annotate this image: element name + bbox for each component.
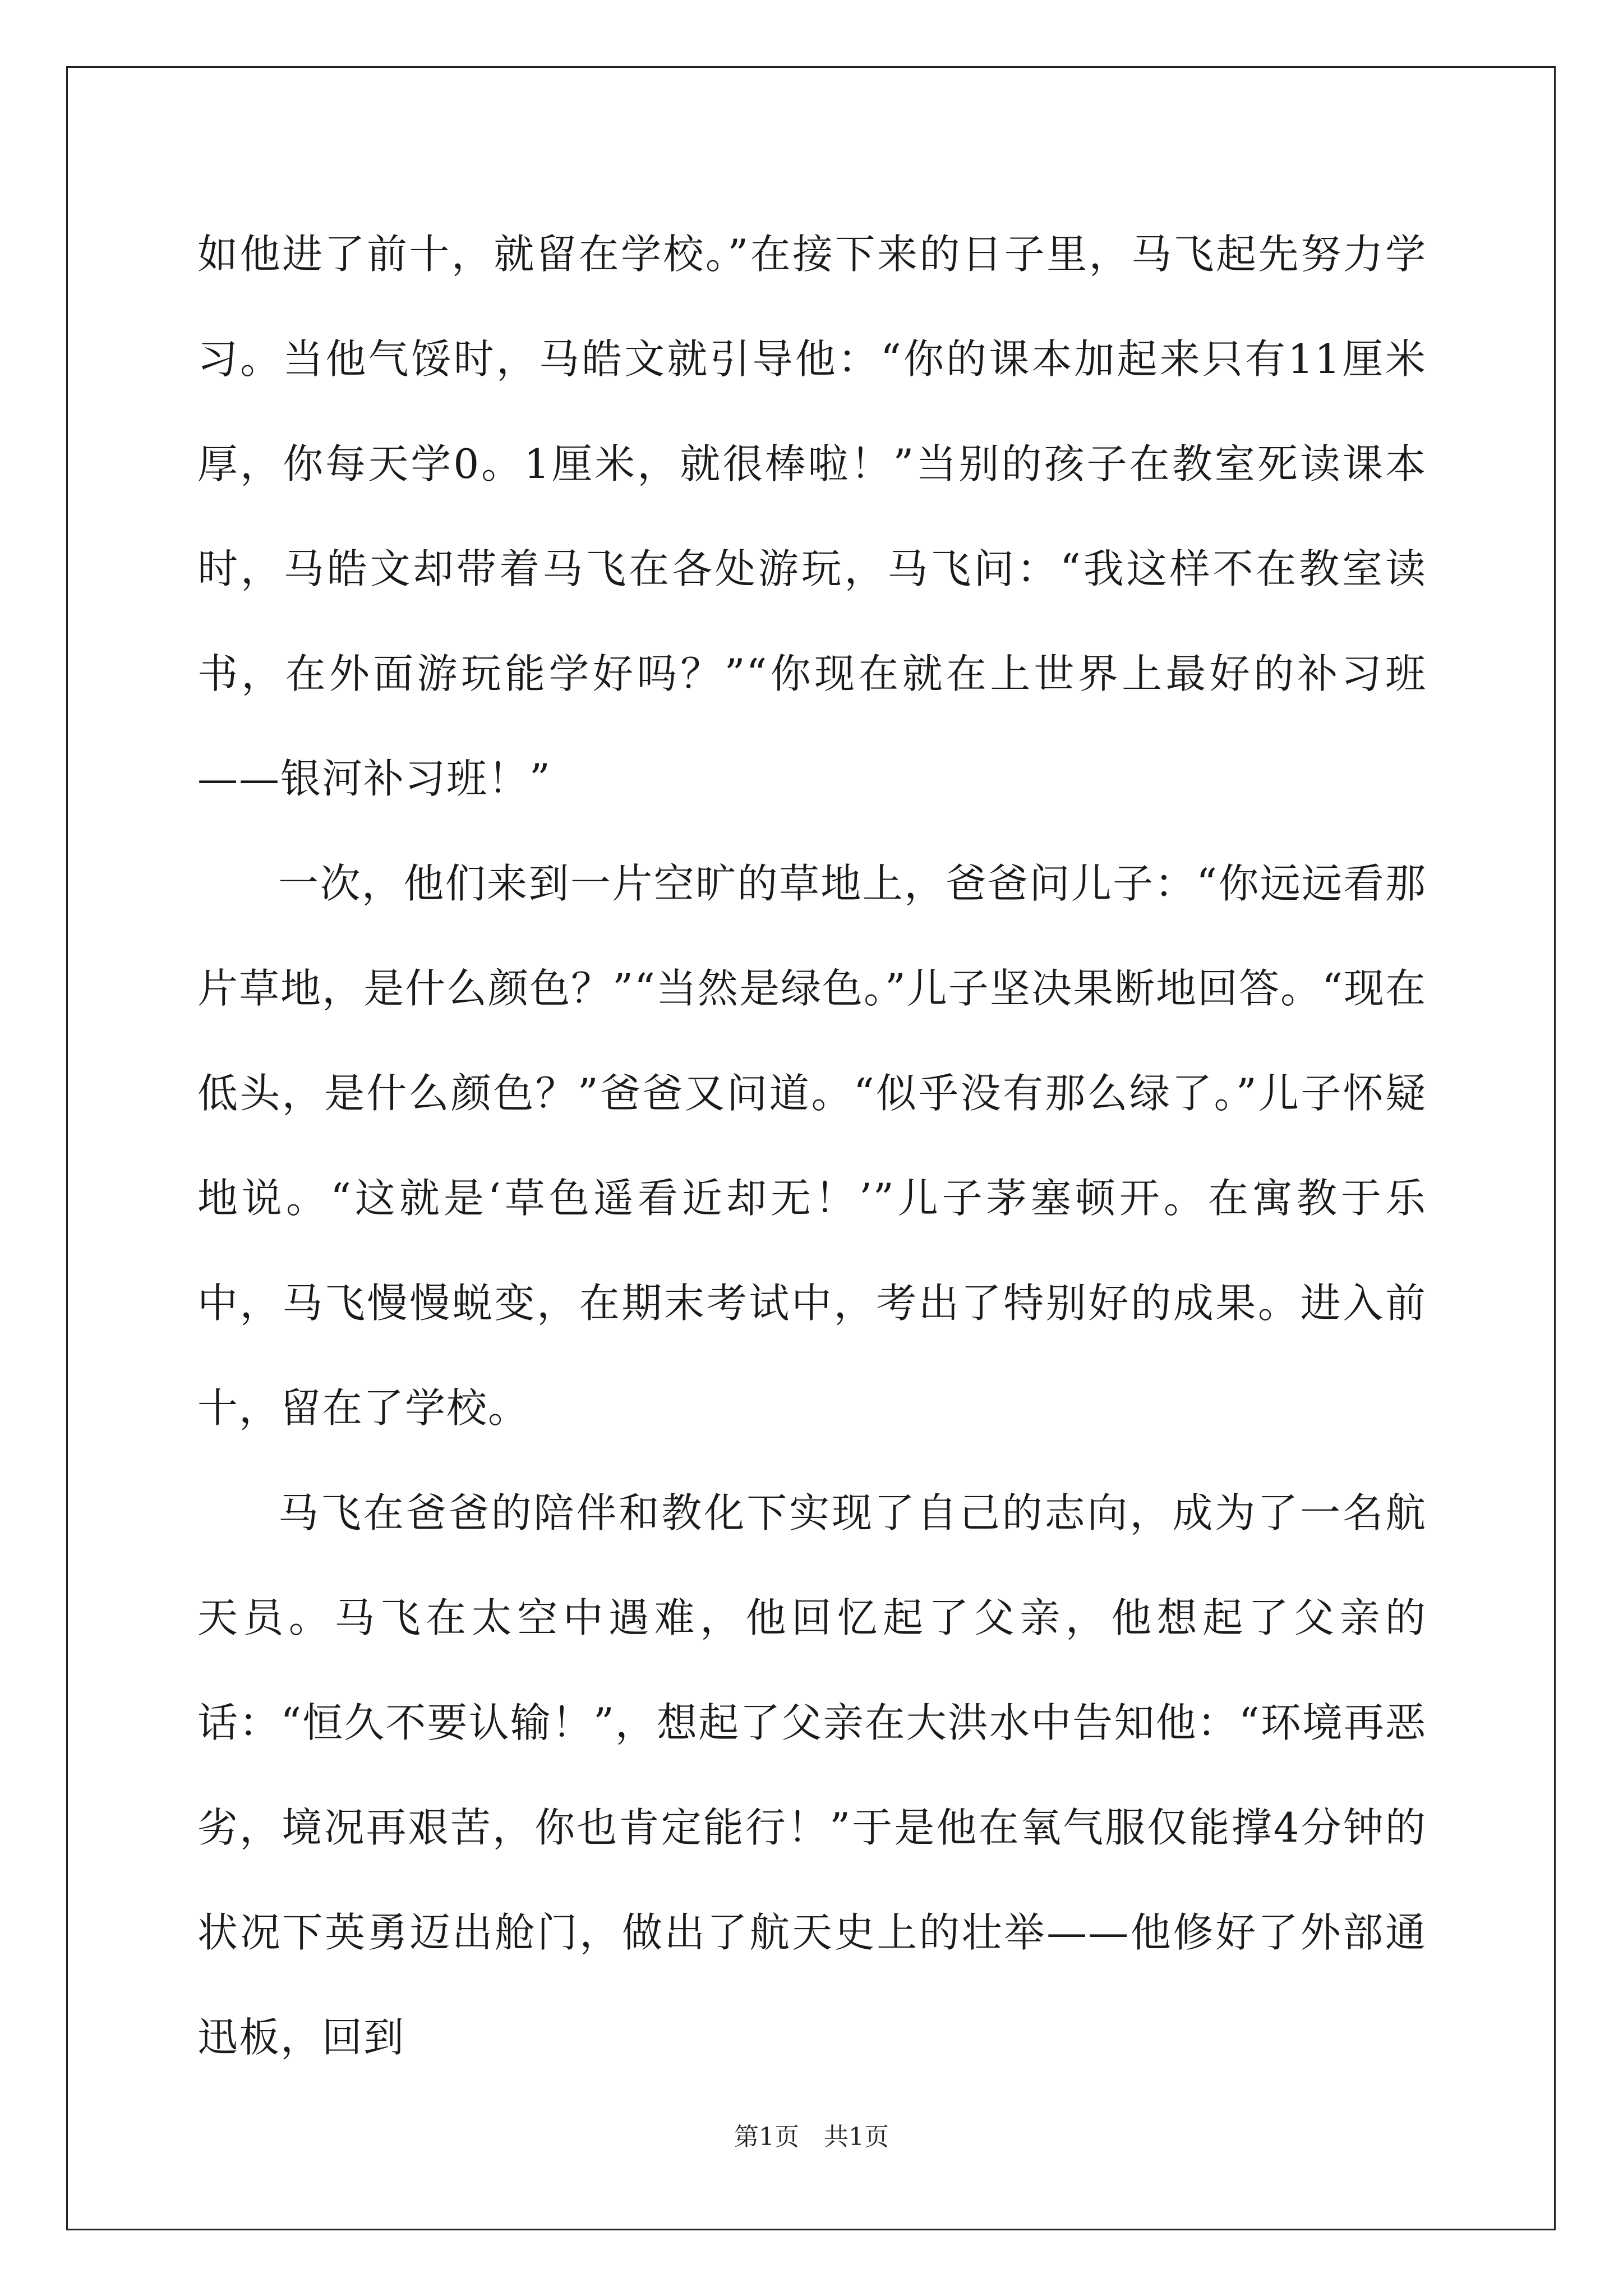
- document-body: [197, 202, 1427, 2090]
- paragraph-1: 如他进了前十，就留在学校。”在接下来的日子里，马飞起先努力学习。当他气馁时，马皓文就引导他：“你的课本加起来只有11厘米厚，你每天学0。1厘米，就很棒啦！”当别的孩子在教室死读课本时，马皓文却带着马飞在各处游玩，马飞问：“我这样不在教室读书，在外面游玩能学好吗？”“你现在就在上世界上最好的补习班——银河补习班！”: [197, 231, 1427, 802]
- paragraph-2: 一次，他们来到一片空旷的草地上，爸爸问儿子：“你远远看那片草地，是什么颜色？”“当然是绿色。”儿子坚决果断地回答。“现在低头，是什么颜色？”爸爸又问道。“似乎没有那么绿了。”儿子怀疑地说。“这就是‘草色遥看近却无！’”儿子茅塞顿开。在寓教于乐中，马飞慢慢蜕变，在期末考试中，考出了特别好的成果。进入前十，留在了学校。: [197, 860, 1427, 1432]
- paragraph-3: 马飞在爸爸的陪伴和教化下实现了自己的志向，成为了一名航天员。马飞在太空中遇难，他回忆起了父亲，他想起了父亲的话：“恒久不要认输！”，想起了父亲在大洪水中告知他：“环境再恶劣，境况再艰苦，你也肯定能行！”于是他在氧气服仅能撑4分钟的状况下英勇迈出舱门，做出了航天史上的壮举——他修好了外部通迅板，回到: [197, 1489, 1427, 2061]
- page-footer: 第1页 共1页: [734, 2123, 889, 2151]
